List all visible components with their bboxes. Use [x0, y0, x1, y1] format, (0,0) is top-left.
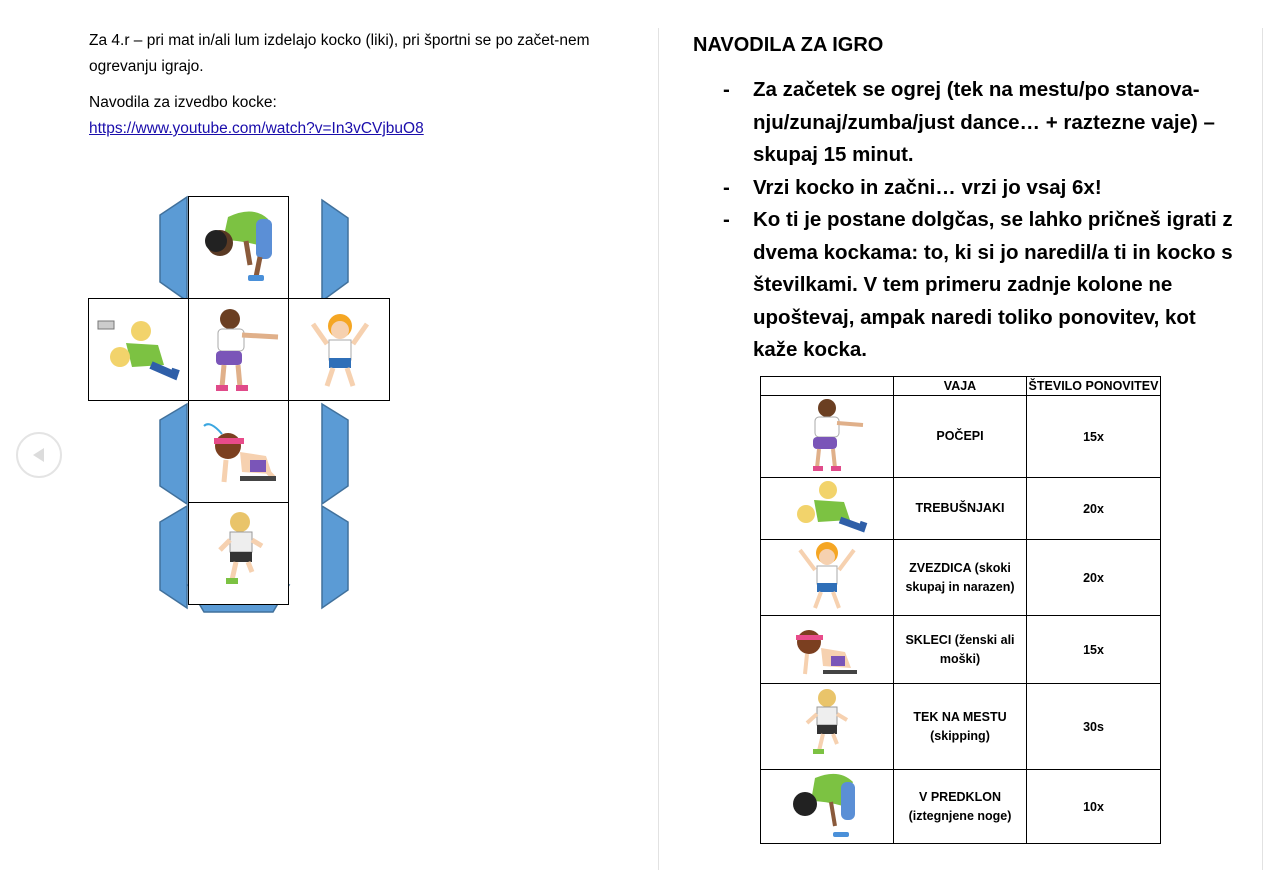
table-row	[761, 396, 1161, 478]
exercise-image-cell	[761, 478, 894, 540]
table-row	[761, 770, 1161, 844]
list-item: - Ko ti je postane dolgčas, se lahko pričneš igrati z dvema kockama: to, ki si jo naredil/a ti in kocko s številkami. V tem primeru zadnje kolone ne upoštevaj, ampak naredi toliko ponovitev, kot kaže kocka.	[723, 208, 1233, 361]
table-row	[761, 616, 1161, 684]
exercise-name: SKLECI (ženski ali moški)	[894, 616, 1027, 684]
glue-flap	[322, 404, 348, 504]
instructions-label: Navodila za izvedbo kocke:	[89, 94, 277, 111]
rule-text: Vrzi kocko in začni… vrzi jo vsaj 6x!	[753, 175, 1102, 199]
list-item: - Za začetek se ogrej (tek na mestu/po stanova-nju/zunaj/zumba/just dance… + raztezne vaje) – skupaj 15 minut.	[723, 78, 1215, 166]
exercise-name: TEK NA MESTU (skipping)	[894, 684, 1027, 770]
glue-flap	[160, 197, 187, 301]
table-row	[761, 540, 1161, 616]
column-header: ŠTEVILO PONOVITEV	[1027, 377, 1161, 396]
exercise-table	[760, 376, 1161, 844]
column-header: VAJA	[894, 377, 1027, 396]
forward-bend-figure	[787, 770, 867, 840]
squat-figure	[787, 396, 867, 474]
exercise-name: ZVEZDICA (skoki skupaj in narazen)	[894, 540, 1027, 616]
exercise-name: POČEPI	[894, 396, 1027, 478]
pushup-figure	[787, 616, 867, 680]
exercise-reps: 15x	[1027, 616, 1161, 684]
intro-text: Za 4.r – pri mat in/ali lum izdelajo kocko (liki), pri športni se po začet-nem ogrevanju igrajo.	[89, 32, 590, 75]
page-edge	[1262, 28, 1263, 870]
right-page	[693, 32, 1238, 367]
jumping-jack-figure	[792, 540, 862, 612]
exercise-image-cell	[761, 770, 894, 844]
table-row	[761, 684, 1161, 770]
running-figure	[797, 687, 857, 763]
rules-list	[693, 74, 1238, 367]
exercise-reps: 10x	[1027, 770, 1161, 844]
glue-flap	[160, 506, 187, 608]
game-title: NAVODILA ZA IGRO	[693, 34, 884, 56]
youtube-link[interactable]: https://www.youtube.com/watch?v=In3vCVjbuO8	[89, 120, 424, 137]
exercise-reps: 20x	[1027, 540, 1161, 616]
glue-flap	[322, 506, 348, 608]
exercise-image-cell	[761, 396, 894, 478]
exercise-image-cell	[761, 684, 894, 770]
column-header	[761, 377, 894, 396]
glue-flap	[322, 200, 348, 301]
exercise-name: V PREDKLON (iztegnjene noge)	[894, 770, 1027, 844]
rule-text: Za začetek se ogrej (tek na mestu/po stanova-nju/zunaj/zumba/just dance… + raztezne vaje) – skupaj 15 minut.	[753, 78, 1215, 166]
exercise-reps: 30s	[1027, 684, 1161, 770]
exercise-image-cell	[761, 616, 894, 684]
exercise-reps: 20x	[1027, 478, 1161, 540]
glue-flap	[160, 404, 187, 504]
table-header-row	[761, 377, 1161, 396]
rule-text: Ko ti je postane dolgčas, se lahko pričneš igrati z dvema kockama: to, ki si jo naredil/a ti in kocko s številkami. V tem primeru zadnje kolone ne upoštevaj, ampak naredi toliko ponovitev, kot kaže kocka.	[753, 208, 1233, 361]
table-row	[761, 478, 1161, 540]
situp-figure	[784, 478, 870, 536]
exercise-reps: 15x	[1027, 396, 1161, 478]
exercise-image-cell	[761, 540, 894, 616]
exercise-name: TREBUŠNJAKI	[894, 478, 1027, 540]
list-item: - Vrzi kocko in začni… vrzi jo vsaj 6x!	[723, 175, 1102, 199]
